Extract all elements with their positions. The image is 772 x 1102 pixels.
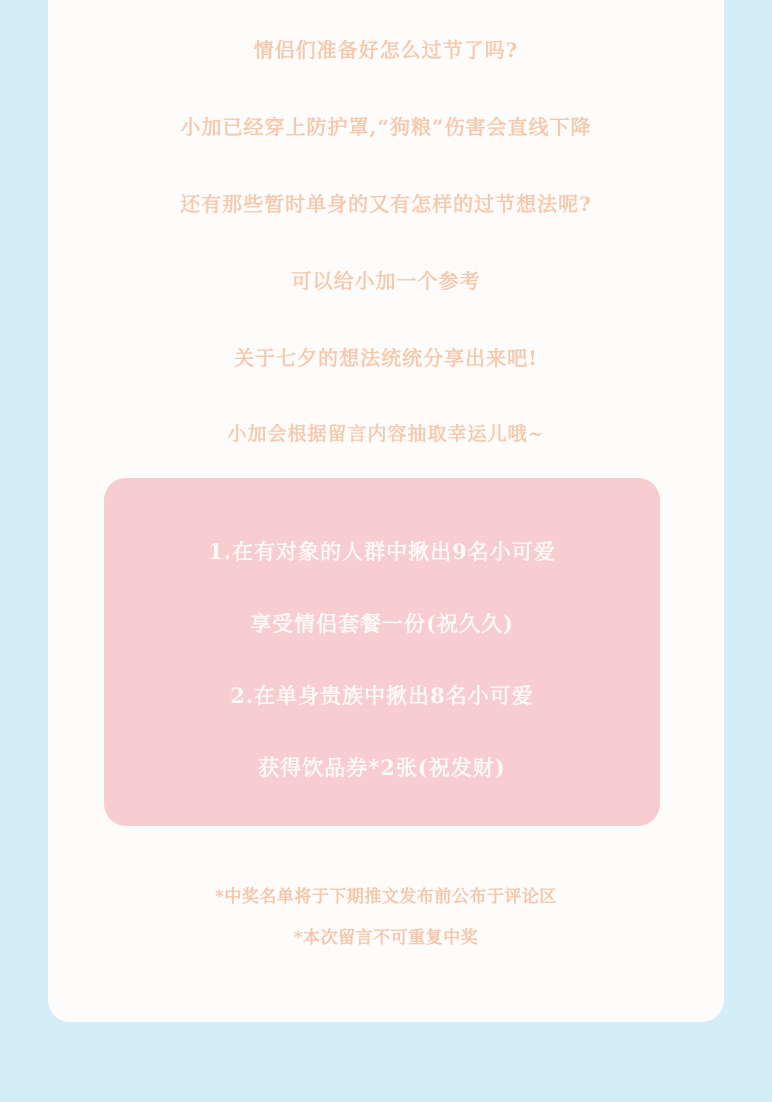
footnote-2: *本次留言不可重复中奖	[293, 928, 479, 948]
footnote-1: *中奖名单将于下期推文发布前公布于评论区	[215, 887, 557, 907]
intro-line-2: 小加已经穿上防护罩,“狗粮”伤害会直线下降	[180, 115, 592, 139]
intro-text-block	[48, 38, 724, 446]
intro-line-6: 小加会根据留言内容抽取幸运儿哦~	[227, 423, 545, 445]
intro-line-3: 还有那些暂时单身的又有怎样的过节想法呢?	[180, 192, 592, 216]
prize-line-3: 2.在单身贵族中揪出8名小可爱	[230, 683, 534, 708]
prize-line-1: 1.在有对象的人群中揪出9名小可爱	[208, 539, 556, 564]
prize-line-2: 享受情侣套餐一份(祝久久)	[250, 611, 514, 636]
content-card	[48, 0, 724, 1022]
prize-panel	[104, 478, 660, 826]
prize-list	[104, 478, 660, 782]
prize-line-4: 获得饮品券*2张(祝发财)	[258, 755, 506, 780]
intro-line-5: 关于七夕的想法统统分享出来吧!	[234, 346, 538, 370]
footnotes	[48, 882, 724, 964]
intro-line-1: 情侣们准备好怎么过节了吗?	[253, 38, 519, 62]
intro-line-4: 可以给小加一个参考	[291, 269, 481, 293]
